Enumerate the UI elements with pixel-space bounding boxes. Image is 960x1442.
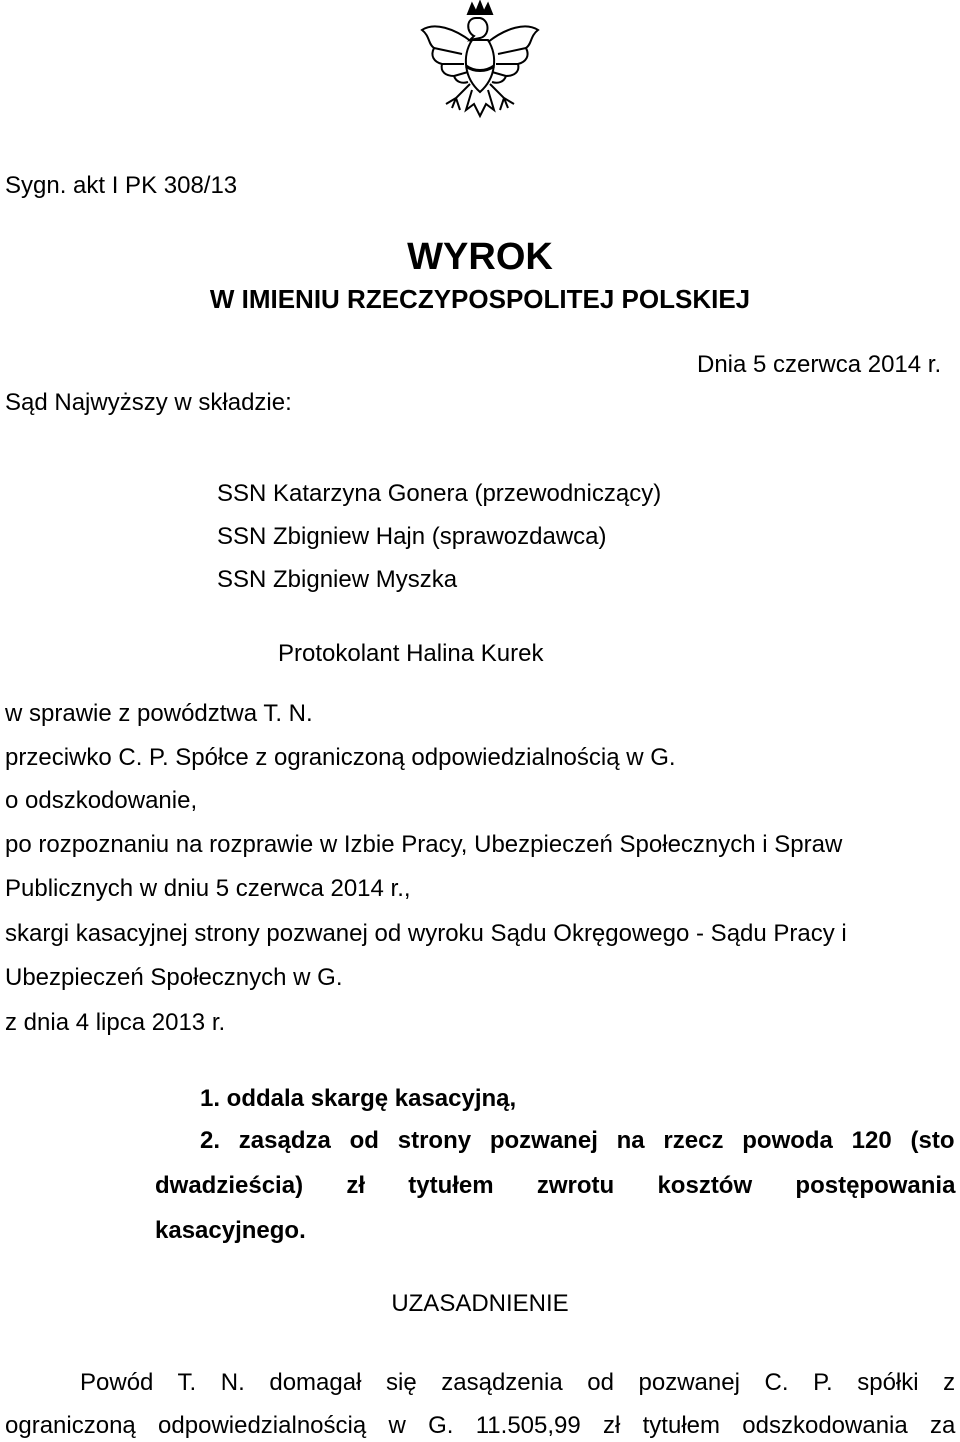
justification-line-1: Powód T. N. domagał się zasądzenia od pozwanej C. P. spółki z: [80, 1369, 956, 1396]
judge-member: SSN Zbigniew Myszka: [217, 566, 458, 593]
document-title: WYROK: [407, 236, 553, 278]
polish-eagle-emblem-icon: [400, 0, 560, 140]
case-line-hearing-1: po rozpoznaniu na rozprawie w Izbie Pracy, Ubezpieczeń Społecznych i Spraw: [5, 831, 843, 858]
ruling-item-1: 1. oddala skargę kasacyjną,: [200, 1085, 517, 1112]
ruling-item-2-line-3: kasacyjnego.: [155, 1217, 306, 1244]
judge-rapporteur: SSN Zbigniew Hajn (sprawozdawca): [217, 523, 607, 550]
case-line-appeal-2: Ubezpieczeń Społecznych w G.: [5, 964, 343, 991]
document-subtitle: W IMIENIU RZECZYPOSPOLITEJ POLSKIEJ: [209, 284, 751, 314]
court-composition-label: Sąd Najwyższy w składzie:: [5, 389, 292, 416]
ruling-item-2-line-2: dwadzieścia) zł tytułem zwrotu kosztów postępowania: [155, 1172, 956, 1199]
case-line-subject: o odszkodowanie,: [5, 787, 198, 814]
case-line-plaintiff: w sprawie z powództwa T. N.: [5, 700, 313, 727]
case-signature: Sygn. akt I PK 308/13: [5, 172, 238, 199]
judgment-date: Dnia 5 czerwca 2014 r.: [697, 351, 942, 378]
case-line-defendant: przeciwko C. P. Spółce z ograniczoną odpowiedzialnością w G.: [5, 744, 676, 771]
judge-presiding: SSN Katarzyna Gonera (przewodniczący): [217, 480, 662, 507]
ruling-item-2-line-1: 2. zasądza od strony pozwanej na rzecz powoda 120 (sto: [200, 1127, 955, 1154]
justification-heading: UZASADNIENIE: [391, 1290, 569, 1317]
case-line-appeal-1: skargi kasacyjnej strony pozwanej od wyroku Sądu Okręgowego - Sądu Pracy i: [5, 920, 847, 947]
case-line-appeal-date: z dnia 4 lipca 2013 r.: [5, 1009, 226, 1036]
case-line-hearing-2: Publicznych w dniu 5 czerwca 2014 r.,: [5, 875, 411, 902]
court-clerk: Protokolant Halina Kurek: [278, 640, 544, 667]
justification-line-2: ograniczoną odpowiedzialnością w G. 11.505,99 zł tytułem odszkodowania za: [5, 1412, 956, 1439]
